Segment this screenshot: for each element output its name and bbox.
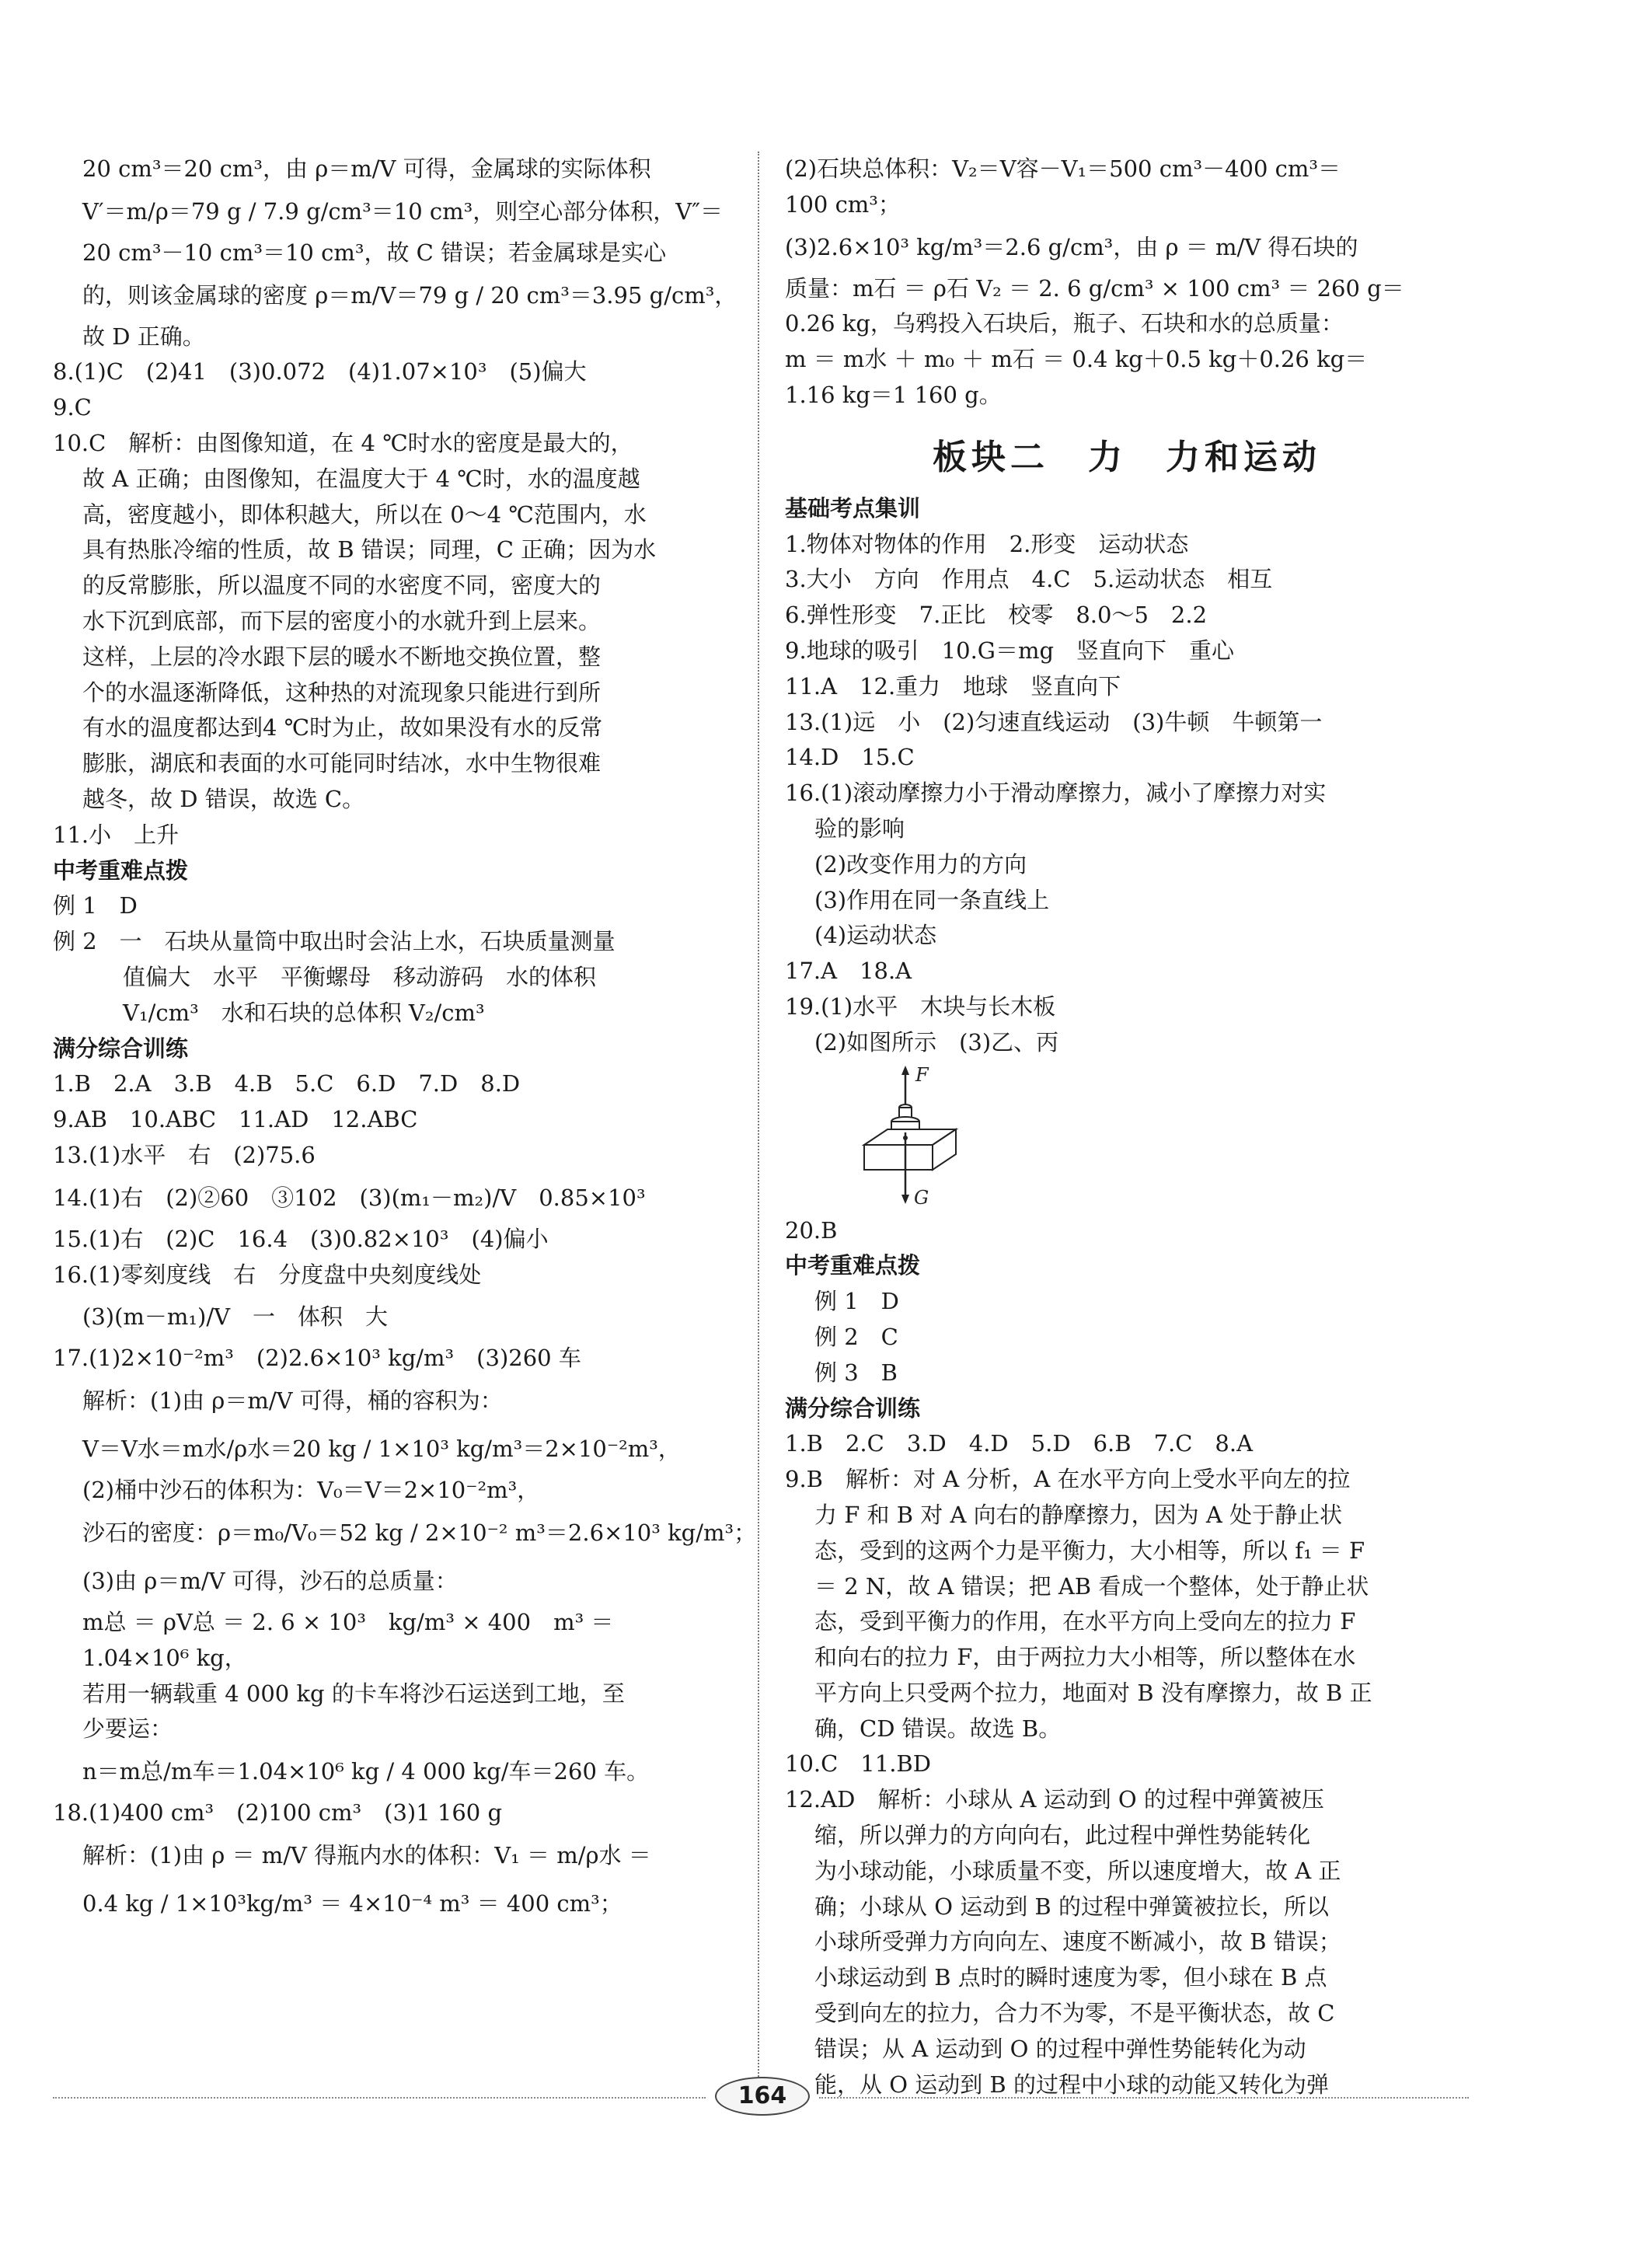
answer-line: 14.(1)右 (2)②60 ③102 (3)(m₁－m₂)/V 0.85×10³ bbox=[53, 1184, 646, 1211]
answer-line: 少要运： bbox=[82, 1715, 173, 1743]
answer-line: 1.16 kg＝1 160 g。 bbox=[785, 381, 1002, 408]
answer-line: 16.(1)零刻度线 右 分度盘中央刻度线处 bbox=[53, 1261, 482, 1288]
force-f-label: F bbox=[915, 1063, 929, 1086]
force-g-arrowhead bbox=[901, 1195, 909, 1204]
answer-line: (3)2.6×10³ kg/m³＝2.6 g/cm³，由 ρ ＝ m/V 得石块的 bbox=[785, 233, 1358, 260]
answer-line: 值偏大 水平 平衡螺母 移动游码 水的体积 bbox=[123, 963, 597, 990]
answer-line: (3)作用在同一条直线上 bbox=[814, 886, 1050, 913]
section-title: 板块二 力 力和运动 bbox=[933, 437, 1321, 477]
answer-line: 6.弹性形变 7.正比 校零 8.0～5 2.2 bbox=[785, 602, 1208, 629]
answer-line: 确；小球从 O 运动到 B 的过程中弹簧被拉长，所以 bbox=[814, 1893, 1329, 1920]
answer-line: 为小球动能，小球质量不变，所以速度增大，故 A 正 bbox=[814, 1857, 1341, 1884]
top-rule bbox=[53, 93, 1572, 101]
answer-line: 有水的温度都达到4 ℃时为止，故如果没有水的反常 bbox=[82, 714, 603, 741]
answer-line: 具有热胀冷缩的性质，故 B 错误；同理，C 正确；因为水 bbox=[82, 536, 657, 564]
answer-line: 10.C 11.BD bbox=[785, 1750, 931, 1778]
answer-line: 和向右的拉力 F，由于两拉力大小相等，所以整体在水 bbox=[814, 1644, 1356, 1671]
answer-line: 故 A 正确；由图像知，在温度大于 4 ℃时，水的温度越 bbox=[82, 465, 640, 492]
answer-line: V₁/cm³ 水和石块的总体积 V₂/cm³ bbox=[123, 999, 485, 1026]
answer-line: 缩，所以弹力的方向向右，此过程中弹性势能转化 bbox=[814, 1822, 1311, 1849]
footer-rule-left bbox=[53, 2097, 706, 2099]
answer-line: 13.(1)远 小 (2)匀速直线运动 (3)牛顿 牛顿第一 bbox=[785, 708, 1323, 735]
answer-line: 20 cm³＝20 cm³，由 ρ＝m/V 可得，金属球的实际体积 bbox=[82, 155, 651, 182]
force-diagram-svg bbox=[847, 1061, 1003, 1213]
left-column bbox=[53, 152, 757, 1928]
answer-line: 3.大小 方向 作用点 4.C 5.运动状态 相互 bbox=[785, 566, 1273, 593]
answer-line: 1.B 2.C 3.D 4.D 5.D 6.B 7.C 8.A bbox=[785, 1430, 1254, 1457]
answer-line: V＝V水＝m水/ρ水＝20 kg / 1×10³ kg/m³＝2×10⁻²m³， bbox=[82, 1436, 681, 1463]
answer-line: 例 2 一 石块从量筒中取出时会沾上水，石块质量测量 bbox=[53, 928, 615, 955]
answer-line: 11.A 12.重力 地球 竖直向下 bbox=[785, 672, 1121, 700]
answer-line: 1.物体对物体的作用 2.形变 运动状态 bbox=[785, 530, 1189, 557]
answer-line: 验的影响 bbox=[814, 815, 905, 842]
page-number: 164 bbox=[738, 2082, 787, 2109]
answer-line: (2)桶中沙石的体积为：V₀＝V＝2×10⁻²m³， bbox=[82, 1477, 540, 1504]
section-heading: 中考重难点拨 bbox=[53, 857, 189, 884]
answer-line: 19.(1)水平 木块与长木板 bbox=[785, 993, 1056, 1020]
answer-line: 水下沉到底部，而下层的密度小的水就升到上层来。 bbox=[82, 607, 602, 634]
section-heading: 基础考点集训 bbox=[785, 494, 921, 522]
answer-line: 这样，上层的冷水跟下层的暖水不断地交换位置，整 bbox=[82, 643, 602, 670]
section-heading: 中考重难点拨 bbox=[785, 1252, 921, 1279]
answer-line: 20 cm³－10 cm³＝10 cm³，故 C 错误；若金属球是实心 bbox=[82, 239, 667, 266]
force-f-arrowhead bbox=[901, 1066, 909, 1075]
answer-line: 9.AB 10.ABC 11.AD 12.ABC bbox=[53, 1106, 418, 1133]
force-g-label: G bbox=[914, 1186, 929, 1209]
answer-line: n＝m总/m车＝1.04×10⁶ kg / 4 000 kg/车＝260 车。 bbox=[82, 1758, 650, 1785]
answer-line: ＝ 2 N，故 A 错误；把 AB 看成一个整体，处于静止状 bbox=[814, 1572, 1369, 1600]
section-heading: 满分综合训练 bbox=[53, 1035, 189, 1062]
answer-line: 1.B 2.A 3.B 4.B 5.C 6.D 7.D 8.D bbox=[53, 1070, 521, 1097]
answer-line: 9.地球的吸引 10.G＝mg 竖直向下 重心 bbox=[785, 637, 1235, 664]
answer-line: 例 1 D bbox=[814, 1288, 899, 1315]
center-of-gravity-dot bbox=[903, 1136, 908, 1140]
answer-line: 例 2 C bbox=[814, 1323, 898, 1350]
answer-line: 13.(1)水平 右 (2)75.6 bbox=[53, 1141, 316, 1168]
answer-line: 9.C bbox=[53, 394, 92, 421]
force-diagram bbox=[785, 1061, 1469, 1213]
answer-line: 受到向左的拉力，合力不为零，不是平衡状态，故 C bbox=[814, 2000, 1335, 2027]
answer-line: 10.C 解析：由图像知道，在 4 ℃时水的密度是最大的， bbox=[53, 429, 633, 456]
answer-line: (2)改变作用力的方向 bbox=[814, 850, 1027, 878]
answer-line: 9.B 解析：对 A 分析，A 在水平方向上受水平向左的拉 bbox=[785, 1466, 1351, 1493]
answer-line: 17.A 18.A bbox=[785, 958, 912, 985]
answer-line: 态，受到平衡力的作用，在水平方向上受向左的拉力 F bbox=[814, 1608, 1356, 1635]
answer-line: V′＝m/ρ＝79 g / 7.9 g/cm³＝10 cm³，则空心部分体积，V″＝ bbox=[82, 197, 724, 225]
answer-line: 0.4 kg / 1×10³kg/m³ ＝ 4×10⁻⁴ m³ ＝ 400 cm³； bbox=[82, 1889, 622, 1917]
answer-line: 15.(1)右 (2)C 16.4 (3)0.82×10³ (4)偏小 bbox=[53, 1225, 549, 1252]
answer-line: 例 1 D bbox=[53, 892, 138, 919]
answer-line: 小球所受弹力方向向左、速度不断减小，故 B 错误； bbox=[814, 1928, 1341, 1956]
answer-line: 态，受到的这两个力是平衡力，大小相等，所以 f₁ ＝ F bbox=[814, 1537, 1365, 1564]
answer-line: 确，CD 错误。故选 B。 bbox=[814, 1715, 1062, 1742]
answer-line: 8.(1)C (2)41 (3)0.072 (4)1.07×10³ (5)偏大 bbox=[53, 358, 587, 386]
answer-line: 沙石的密度：ρ＝m₀/V₀＝52 kg / 2×10⁻² m³＝2.6×10³ kg/m³； bbox=[82, 1519, 757, 1546]
answer-line: 的，则该金属球的密度 ρ＝m/V＝79 g / 20 cm³＝3.95 g/cm³， bbox=[82, 281, 738, 309]
answer-line: (3)(m－m₁)/V 一 体积 大 bbox=[82, 1303, 389, 1331]
answer-line: 11.小 上升 bbox=[53, 821, 180, 848]
answer-line: 14.D 15.C bbox=[785, 744, 915, 771]
answer-line: 若用一辆载重 4 000 kg 的卡车将沙石运送到工地，至 bbox=[82, 1680, 625, 1707]
answer-line: (3)由 ρ＝m/V 可得，沙石的总质量： bbox=[82, 1567, 458, 1594]
answer-line: 平方向上只受两个拉力，地面对 B 没有摩擦力，故 B 正 bbox=[814, 1679, 1372, 1706]
answer-line: 例 3 B bbox=[814, 1359, 898, 1386]
answer-line: 高，密度越小，即体积越大，所以在 0～4 ℃范围内，水 bbox=[82, 501, 647, 528]
answer-line: 小球运动到 B 点时的瞬时速度为零，但小球在 B 点 bbox=[814, 1964, 1327, 1991]
answer-line: 力 F 和 B 对 A 向右的静摩擦力，因为 A 处于静止状 bbox=[814, 1501, 1343, 1528]
block-front bbox=[864, 1145, 933, 1170]
answer-line: 12.AD 解析：小球从 A 运动到 O 的过程中弹簧被压 bbox=[785, 1786, 1324, 1813]
footer-rule-right bbox=[819, 2097, 1469, 2099]
page-number-badge bbox=[715, 2077, 810, 2116]
answer-line: 100 cm³； bbox=[785, 190, 901, 218]
answer-line: 解析：(1)由 ρ ＝ m/V 得瓶内水的体积：V₁ ＝ m/ρ水 ＝ bbox=[82, 1841, 651, 1868]
answer-line: (2)石块总体积：V₂＝V容－V₁＝500 cm³－400 cm³＝ bbox=[785, 155, 1341, 182]
answer-line: 越冬，故 D 错误，故选 C。 bbox=[82, 785, 365, 812]
answer-line: 解析：(1)由 ρ＝m/V 可得，桶的容积为： bbox=[82, 1387, 503, 1415]
answer-line: 的反常膨胀，所以温度不同的水密度不同，密度大的 bbox=[82, 572, 602, 599]
answer-line: 17.(1)2×10⁻²m³ (2)2.6×10³ kg/m³ (3)260 车 bbox=[53, 1345, 581, 1372]
section-heading: 满分综合训练 bbox=[785, 1394, 921, 1422]
answer-line: (4)运动状态 bbox=[814, 922, 937, 949]
answer-line: m ＝ m水 ＋ m₀ ＋ m石 ＝ 0.4 kg＋0.5 kg＋0.26 kg＝ bbox=[785, 346, 1368, 373]
answer-line: m总 ＝ ρV总 ＝ 2. 6 × 10³ kg/m³ × 400 m³ ＝ bbox=[82, 1608, 614, 1635]
column-divider bbox=[758, 152, 759, 2079]
answer-line: 质量：m石 ＝ ρ石 V₂ ＝ 2. 6 g/cm³ × 100 cm³ ＝ 260 g＝ bbox=[785, 274, 1404, 302]
answer-line: 18.(1)400 cm³ (2)100 cm³ (3)1 160 g bbox=[53, 1799, 503, 1827]
answer-line: 1.04×10⁶ kg， bbox=[82, 1644, 247, 1671]
answer-line: 膨胀，湖底和表面的水可能同时结冰，水中生物很难 bbox=[82, 750, 602, 777]
answer-line: 故 D 正确。 bbox=[82, 323, 205, 350]
answer-line: 能，从 O 运动到 B 的过程中小球的动能又转化为弹 bbox=[814, 2071, 1329, 2098]
answer-line: 个的水温逐渐降低，这种热的对流现象只能进行到所 bbox=[82, 679, 602, 706]
answer-line: (2)如图所示 (3)乙、丙 bbox=[814, 1028, 1059, 1055]
answer-line: 0.26 kg，乌鸦投入石块后，瓶子、石块和水的总质量： bbox=[785, 310, 1344, 337]
answer-line: 16.(1)滚动摩擦力小于滑动摩擦力，减小了摩擦力对实 bbox=[785, 780, 1327, 807]
answer-line: 20.B bbox=[785, 1216, 838, 1244]
right-column bbox=[785, 152, 1469, 2102]
answer-line: 错误；从 A 运动到 O 的过程中弹性势能转化为动 bbox=[814, 2035, 1306, 2062]
